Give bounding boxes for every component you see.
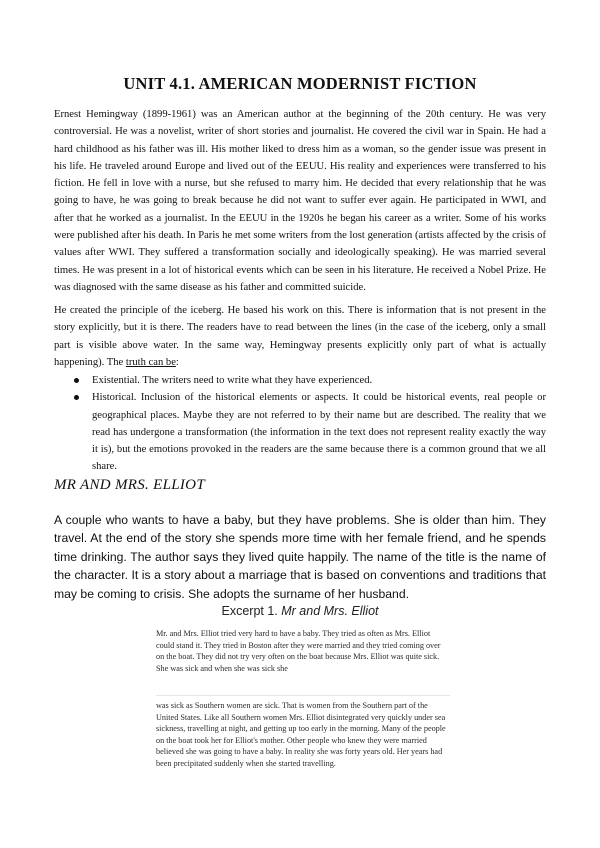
excerpt-scan-image <box>152 624 454 766</box>
section-heading: MR AND MRS. ELLIOT <box>54 477 205 493</box>
bullet-icon <box>74 378 79 383</box>
excerpt-text-block-1: Mr. and Mrs. Elliot tried very hard to have a baby. They tried as often as Mrs. Elliot could stand it. They tried in Boston after they were married and they tried coming over on the boat. They did not try very often on the boat because Mrs. Elliot was quite sick. She was sick and when she was sick she <box>156 629 441 673</box>
list-item <box>54 389 546 475</box>
iceberg-paragraph-text: He created the principle of the iceberg. He based his work on this. There is information that is not present in the story explicitly, but it is there. The readers have to read between the lines (in the case of the iceberg, only a small part is visible above water. In the same way, Hemingway presents explicitly only part of what is actually happening). The <box>54 305 546 368</box>
excerpt-label: Excerpt 1. <box>221 604 282 618</box>
excerpt-caption <box>0 604 600 618</box>
hemingway-biography-paragraph: Ernest Hemingway (1899-1961) was an American author at the beginning of the 20th century. He was very controversial. He was a novelist, writer of short stories and journalist. He covered the civil war in Spain. He had a hard childhood as his father was ill. His mother liked to dress him as a woman, so the gender issue was present in his life. He traveled around Europe and lived out of the EEUU. His reality and experiences were transferred to his fiction. He fell in love with a nurse, but she refused to marry him. He decided that every relationship that he was going to have, he was going to break because he did not want to suffer ever again. He participated in WWI, and after that he worked as a journalist. In the EEUU in the 1920s he began his career as a writer. Some of his works were published after his death. In Paris he met some writers from the lost generation (artists affected by the crisis of values after WWI. They suffered a transformation socially and ideologically speaking). He was married several times. He was present in a lot of historical events which can be seen in his literature. He received a Nobel Prize. He was diagnosed with the same disease as his father and committed suicide. <box>54 109 546 293</box>
underlined-phrase: truth can be <box>125 356 176 368</box>
list-item <box>54 372 546 389</box>
list-item-text: Historical. Inclusion of the historical elements or aspects. It could be historical events, real people or geographical places. Maybe they are not referred to by their name but are described. The reality that we read has undergone a transformation (the information in the text does not represent reality exactly the way it is), but the emotions provoked in the readers are the same because there is a common ground that we all share. <box>92 392 546 473</box>
page-title: UNIT 4.1. AMERICAN MODERNIST FICTION <box>123 74 477 93</box>
excerpt-divider <box>156 695 450 696</box>
excerpt-title: Mr and Mrs. Elliot <box>281 604 379 618</box>
iceberg-principle-paragraph <box>54 302 546 371</box>
excerpt-text-block-2: was sick as Southern women are sick. That is women from the Southern part of the United States. Like all Southern women Mrs. Elliot disintegrated very quickly under sea sickness, travelling at night, and getting up too early in the morning. Many of the people on the boat took her for Elliot's mother. Other people who knew they were married believed she was going to have a baby. In reality she was forty years old. Her years had been precipitated suddenly when she started travelling. <box>156 701 446 768</box>
story-summary-paragraph: A couple who wants to have a baby, but they have problems. She is older than him. They travel. At the end of the story she spends more time with her female friend, and he spends time drinking. The author says they lived quite happily. The name of the title is the name of the character. It is a story about a marriage that is based on conventions and traditions that may be coming to crisis. She adopts the surname of her husband. <box>54 513 546 601</box>
bullet-icon <box>74 395 79 400</box>
list-item-text: Existential. The writers need to write what they have experienced. <box>92 375 373 386</box>
truth-types-list <box>54 372 546 476</box>
iceberg-paragraph-colon: : <box>175 356 179 368</box>
